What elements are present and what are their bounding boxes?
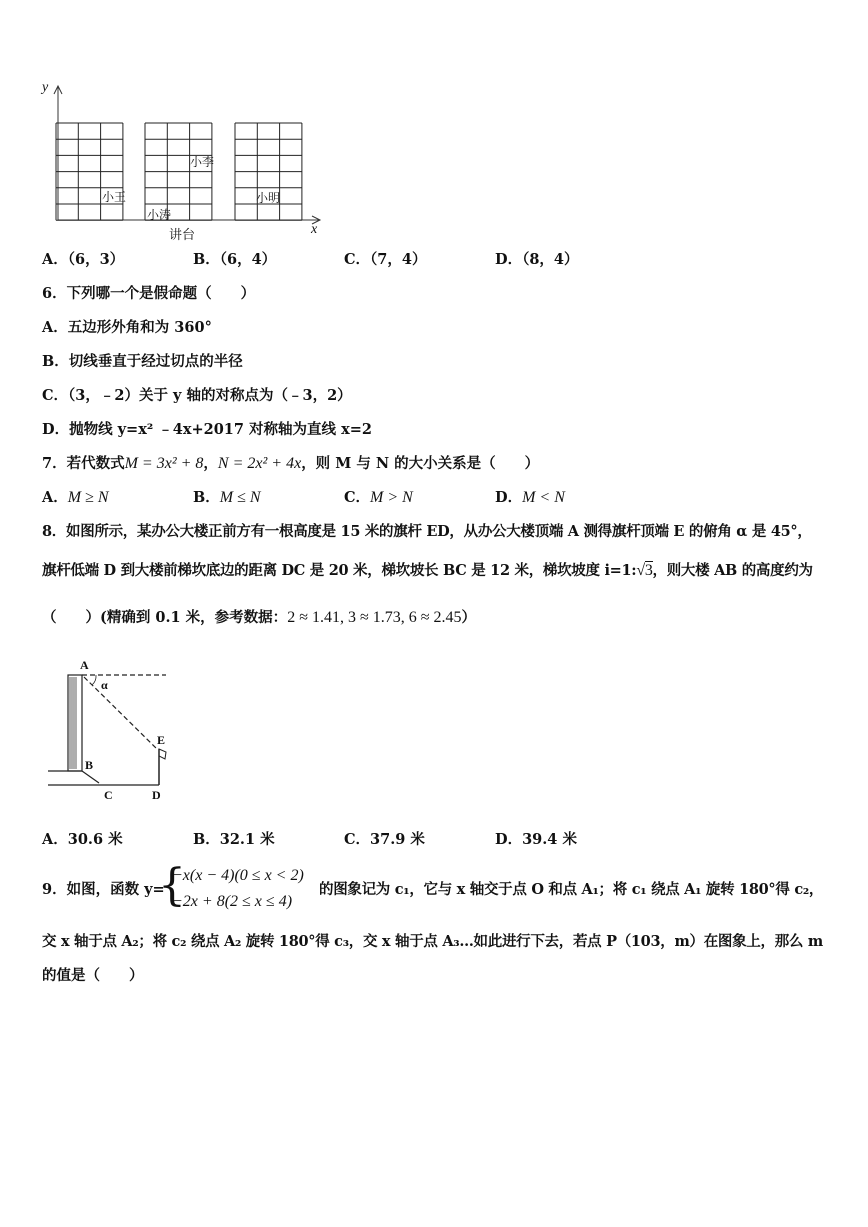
seat-label-ming: 小明 bbox=[256, 191, 281, 205]
q7-option-a-expr: M ≥ N bbox=[67, 489, 109, 506]
q5-option-b: B．（6，4） bbox=[193, 251, 277, 268]
q7-sep: ， bbox=[203, 455, 218, 472]
q7-expr-n: N = 2x² + 4x bbox=[217, 455, 302, 472]
q7-option-d-letter: D． bbox=[495, 489, 523, 506]
sqrt-symbol: √ bbox=[636, 562, 645, 579]
q8-option-d: D．39.4 米 bbox=[495, 831, 577, 848]
fig8-label-alpha: α bbox=[101, 678, 108, 692]
fig8-label-c: C bbox=[104, 788, 113, 802]
q8-line-3-a: （ ）(精确到 0.1 米，参考数据： bbox=[42, 609, 288, 626]
podium-label: 讲台 bbox=[169, 228, 196, 243]
q8-sqrt-radicand: 3 bbox=[644, 562, 653, 579]
q9-line-3: 的值是（ ） bbox=[42, 967, 144, 984]
q6-stem: 6．下列哪一个是假命题（ ） bbox=[42, 285, 256, 302]
q9-case-2: −2x + 8(2 ≤ x ≤ 4) bbox=[172, 893, 293, 910]
fig8-label-d: D bbox=[152, 788, 161, 802]
y-axis-label: y bbox=[42, 80, 49, 95]
q8-option-a: A．30.6 米 bbox=[42, 831, 123, 848]
q7-prefix: 7．若代数式 bbox=[42, 455, 125, 472]
q9-line-2: 交 x 轴于点 A₂；将 c₂ 绕点 A₂ 旋转 180°得 c₃，交 x 轴于点 A₃…如此进行下去，若点 P（103，m）在图象上，那么 m bbox=[42, 933, 823, 950]
q9-prefix: 9．如图，函数 y= bbox=[42, 881, 165, 898]
q6-option-b: B．切线垂直于经过切点的半径 bbox=[42, 353, 243, 370]
q8-reference-values: 2 ≈ 1.41, 3 ≈ 1.73, 6 ≈ 2.45 bbox=[287, 609, 462, 626]
q7-option-c bbox=[344, 488, 413, 508]
q7-stem bbox=[42, 454, 539, 474]
q8-line-2-b: ，则大楼 AB 的高度约为 bbox=[652, 562, 813, 579]
q7-option-a-letter: A． bbox=[42, 489, 68, 506]
q9-piecewise-brace: { bbox=[158, 860, 186, 911]
q5-option-a: A．（6，3） bbox=[42, 251, 125, 268]
q7-suffix: ，则 M 与 N 的大小关系是（ ） bbox=[301, 455, 540, 472]
q7-option-d bbox=[495, 488, 565, 508]
q8-option-c: C．37.9 米 bbox=[344, 831, 425, 848]
fig8-label-b: B bbox=[85, 758, 94, 772]
seating-figure bbox=[38, 78, 328, 248]
fig8-label-a: A bbox=[80, 658, 89, 672]
seat-label-li: 小李 bbox=[190, 155, 215, 169]
seat-label-tao: 小涛 bbox=[147, 208, 172, 222]
x-axis-label: x bbox=[311, 222, 318, 237]
q7-option-b-letter: B． bbox=[193, 489, 220, 506]
q7-option-c-expr: M > N bbox=[370, 489, 413, 506]
q7-option-b-expr: M ≤ N bbox=[219, 489, 261, 506]
q7-expr-m: M = 3x² + 8 bbox=[124, 455, 204, 472]
q8-line-3-b: ） bbox=[461, 609, 477, 626]
q8-line-3 bbox=[42, 608, 476, 628]
q8-option-b: B．32.1 米 bbox=[193, 831, 275, 848]
q6-option-d: D．抛物线 y=x² ﹣4x+2017 对称轴为直线 x=2 bbox=[42, 421, 372, 438]
seating-grid-svg bbox=[38, 78, 328, 248]
q9-suffix: 的图象记为 c₁，它与 x 轴交于点 O 和点 A₁；将 c₁ 绕点 A₁ 旋转 180°得 c₂， bbox=[319, 881, 824, 898]
q9-case-1: −x(x − 4)(0 ≤ x < 2) bbox=[172, 867, 304, 884]
q8-line-2 bbox=[42, 561, 813, 581]
q5-option-c: C．（7，4） bbox=[344, 251, 427, 268]
q5-option-d: D．（8，4） bbox=[495, 251, 579, 268]
q7-option-a bbox=[42, 488, 109, 508]
q8-line-2-a: 旗杆低端 D 到大楼前梯坎底边的距离 DC 是 20 米，梯坎坡长 BC 是 12 米，梯坎坡度 i=1: bbox=[42, 562, 637, 579]
q7-option-b bbox=[193, 488, 261, 508]
seat-grid-1 bbox=[56, 123, 123, 220]
seat-label-wang: 小王 bbox=[102, 190, 127, 204]
q8-line-1: 8．如图所示，某办公大楼正前方有一根高度是 15 米的旗杆 ED，从办公大楼顶端 A 测得旗杆顶端 E 的俯角 α 是 45°， bbox=[42, 523, 812, 540]
q6-option-c: C．（3，﹣2）关于 y 轴的对称点为（﹣3，2） bbox=[42, 387, 352, 404]
q7-option-d-expr: M < N bbox=[522, 489, 565, 506]
fig8-label-e: E bbox=[157, 733, 166, 747]
q6-option-a: A．五边形外角和为 360° bbox=[42, 319, 212, 336]
q7-option-c-letter: C． bbox=[344, 489, 371, 506]
